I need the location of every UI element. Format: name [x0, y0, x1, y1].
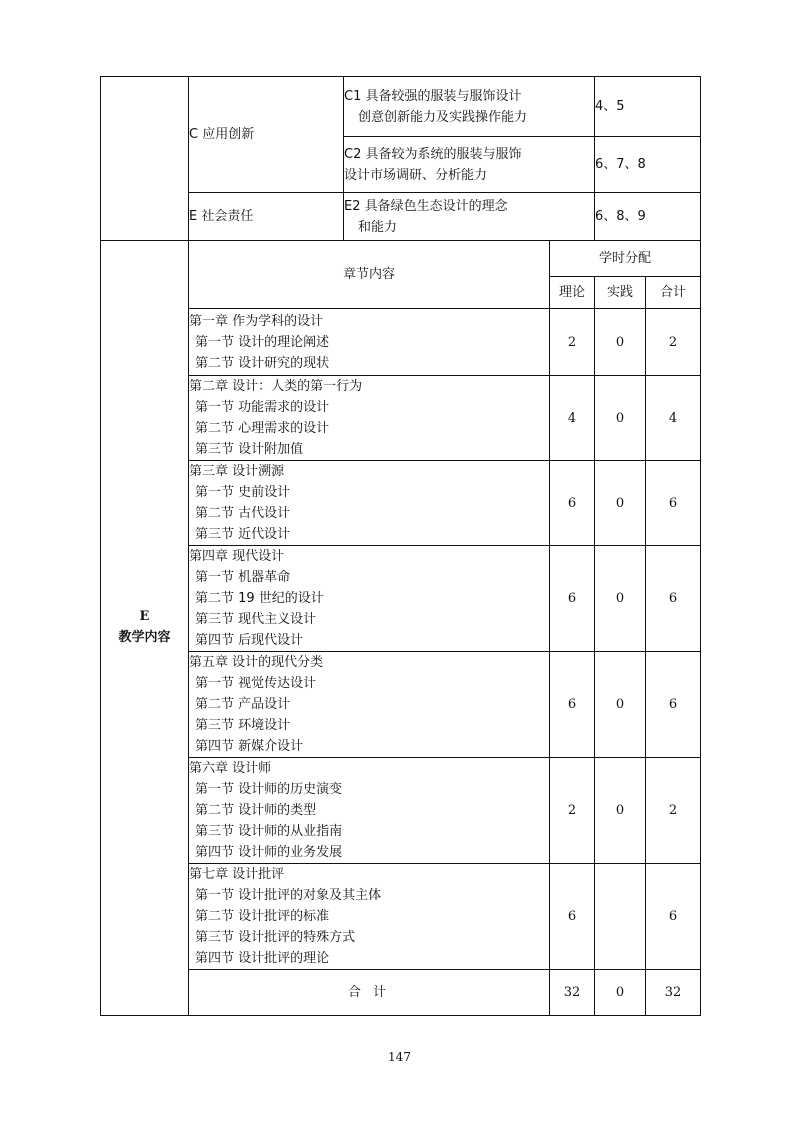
section-item: 第四节 设计批评的理论 [195, 951, 330, 966]
theory-hours: 4 [549, 376, 594, 461]
sum-practice: 0 [594, 970, 645, 1016]
total-hours: 6 [645, 461, 700, 546]
section-item: 第二节 设计批评的标准 [195, 909, 330, 924]
section-item: 第一节 视觉传达设计 [195, 676, 317, 691]
outcome-c1-nums: 4、5 [594, 77, 700, 137]
chapter-4 [189, 546, 550, 652]
outcome-c2-line2: 设计市场调研、分析能力 [344, 167, 488, 183]
outcome-c2-line1: C2 具备较为系统的服装与服饰 [344, 146, 522, 162]
chapter-title: 第四章 现代设计 [189, 549, 285, 564]
chapter-row [101, 309, 701, 376]
total-hours: 6 [645, 652, 700, 758]
section-item: 第四节 设计师的业务发展 [195, 845, 343, 860]
theory-hours: 6 [549, 864, 594, 970]
practice-hours: 0 [594, 309, 645, 376]
chapter-row [101, 652, 701, 758]
section-item: 第一节 功能需求的设计 [195, 400, 330, 415]
section-item: 第三节 设计附加值 [195, 442, 304, 457]
teaching-code: E [139, 609, 150, 624]
chapter-1 [189, 309, 550, 376]
total-hours: 6 [645, 864, 700, 970]
header-chapter-content: 章节内容 [189, 241, 550, 309]
header-hours: 学时分配 [549, 241, 700, 277]
theory-hours: 2 [549, 758, 594, 864]
chapter-row [101, 758, 701, 864]
teaching-title: 教学内容 [118, 630, 171, 645]
section-item: 第一节 机器革命 [195, 570, 291, 585]
section-item: 第三节 设计师的从业指南 [195, 824, 343, 839]
practice-hours: 0 [594, 461, 645, 546]
section-item: 第一节 史前设计 [195, 485, 291, 500]
c-label: C 应用创新 [189, 77, 344, 193]
header-practice: 实践 [594, 277, 645, 309]
outcome-c1-line1: C1 具备较强的服装与服饰设计 [344, 88, 522, 104]
section-item: 第四节 后现代设计 [195, 633, 304, 648]
chapter-row [101, 461, 701, 546]
practice-hours: 0 [594, 376, 645, 461]
chapter-3 [189, 461, 550, 546]
e-label: E 社会责任 [189, 193, 344, 241]
section-item: 第四节 新媒介设计 [195, 739, 304, 754]
outcome-c2-nums: 6、7、8 [594, 137, 700, 193]
theory-hours: 6 [549, 546, 594, 652]
outcome-e2-line2: 和能力 [358, 219, 398, 235]
section-item: 第一节 设计师的历史演变 [195, 782, 343, 797]
total-hours: 2 [645, 758, 700, 864]
chapter-title: 第五章 设计的现代分类 [189, 655, 324, 670]
outcome-e2 [344, 193, 595, 241]
section-item: 第一节 设计的理论阐述 [195, 334, 330, 350]
outcome-c1 [344, 77, 595, 137]
practice-hours [594, 864, 645, 970]
section-item: 第二节 设计研究的现状 [195, 355, 330, 371]
chapter-2 [189, 376, 550, 461]
sum-theory: 32 [549, 970, 594, 1016]
theory-hours: 2 [549, 309, 594, 376]
section-item: 第二节 19 世纪的设计 [195, 591, 324, 606]
section-item: 第二节 心理需求的设计 [195, 421, 330, 436]
chapter-title: 第七章 设计批评 [189, 867, 285, 882]
chapter-5 [189, 652, 550, 758]
chapter-title: 第二章 设计：人类的第一行为 [189, 379, 363, 394]
practice-hours: 0 [594, 652, 645, 758]
section-item: 第二节 产品设计 [195, 697, 291, 712]
blank-left-cell [101, 77, 189, 241]
total-hours: 4 [645, 376, 700, 461]
practice-hours: 0 [594, 758, 645, 864]
chapter-6 [189, 758, 550, 864]
total-label: 合 计 [189, 970, 550, 1016]
header-total: 合计 [645, 277, 700, 309]
section-item: 第一节 设计批评的对象及其主体 [195, 888, 382, 903]
section-item: 第二节 设计师的类型 [195, 803, 317, 818]
chapter-row [101, 546, 701, 652]
chapter-title: 第一章 作为学科的设计 [189, 313, 324, 329]
theory-hours: 6 [549, 652, 594, 758]
total-hours: 6 [645, 546, 700, 652]
header-theory: 理论 [549, 277, 594, 309]
chapter-row [101, 864, 701, 970]
outcome-c1-line2: 创意创新能力及实践操作能力 [358, 109, 528, 125]
page-number: 147 [388, 1050, 411, 1064]
header-row [101, 241, 701, 277]
outcome-c2 [344, 137, 595, 193]
section-item: 第三节 近代设计 [195, 527, 291, 542]
section-item: 第二节 古代设计 [195, 506, 291, 521]
chapter-title: 第六章 设计师 [189, 761, 272, 776]
section-item: 第三节 设计批评的特殊方式 [195, 930, 356, 945]
theory-hours: 6 [549, 461, 594, 546]
teaching-content-label-cell [101, 241, 189, 1016]
outcome-e2-line1: E2 具备绿色生态设计的理念 [344, 198, 508, 214]
sum-total: 32 [645, 970, 700, 1016]
outcome-e2-nums: 6、8、9 [594, 193, 700, 241]
chapter-row [101, 376, 701, 461]
outcome-row [101, 77, 701, 137]
section-item: 第三节 环境设计 [195, 718, 291, 733]
syllabus-table [100, 76, 701, 1016]
chapter-title: 第三章 设计溯源 [189, 464, 285, 479]
section-item: 第三节 现代主义设计 [195, 612, 317, 627]
practice-hours: 0 [594, 546, 645, 652]
total-hours: 2 [645, 309, 700, 376]
chapter-7 [189, 864, 550, 970]
total-row [101, 970, 701, 1016]
outcome-row [101, 193, 701, 241]
